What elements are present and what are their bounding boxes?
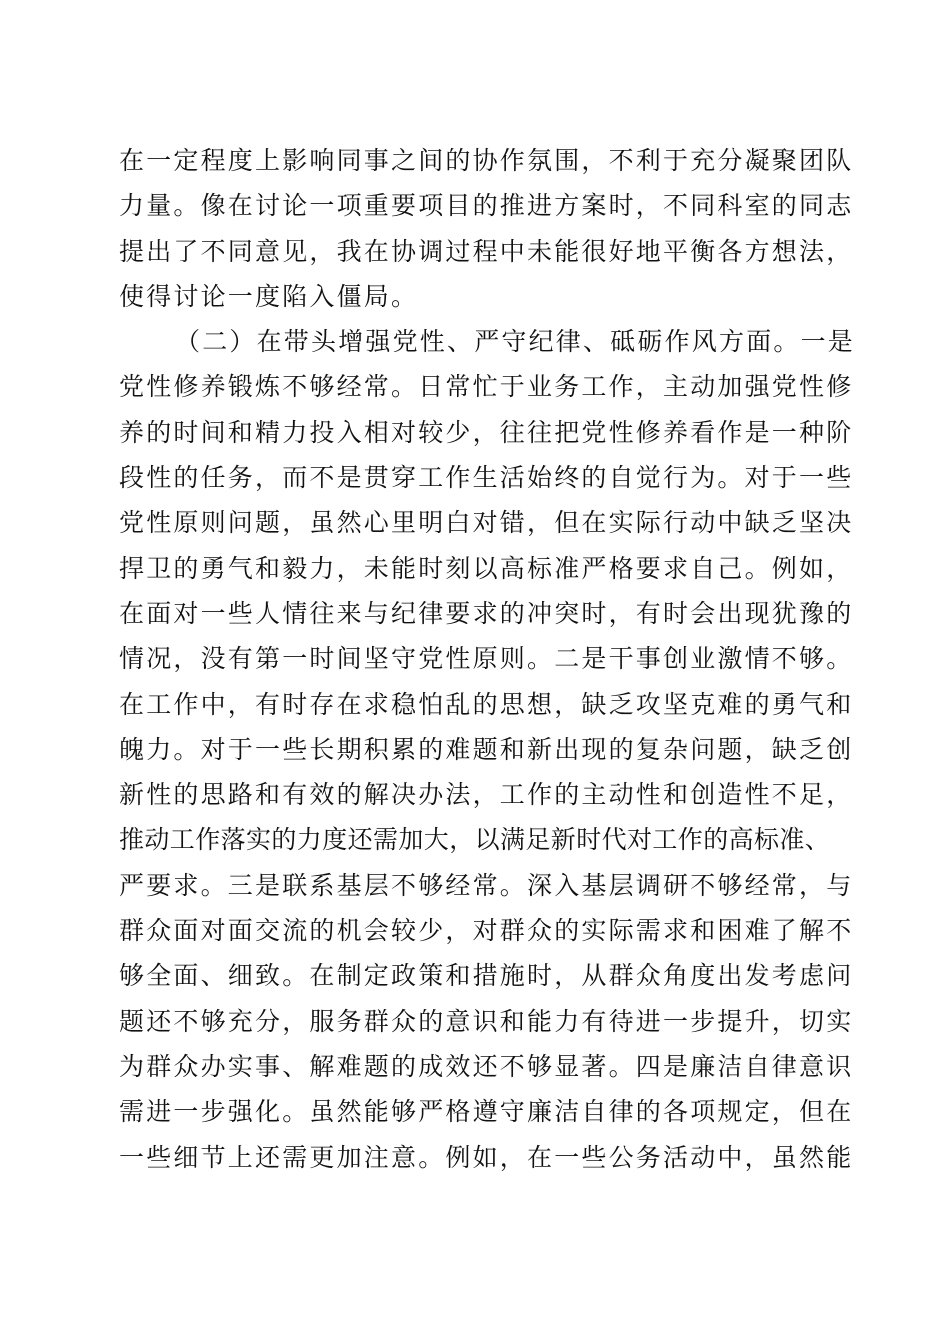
text-line: 力量。像在讨论一项重要项目的推进方案时，不同科室的同志	[119, 191, 854, 221]
text-line: 新性的思路和有效的解决办法，工作的主动性和创造性不足，	[119, 780, 854, 810]
body-text	[119, 138, 856, 1180]
text-line: 在工作中，有时存在求稳怕乱的思想，缺乏攻坚克难的勇气和	[119, 689, 854, 719]
text-line: 使得讨论一度陷入僵局。	[119, 281, 419, 311]
text-line: 为群众办实事、解难题的成效还不够显著。四是廉洁自律意识	[119, 1051, 854, 1081]
text-line: 够全面、细致。在制定政策和措施时，从群众角度出发考虑问	[119, 961, 854, 991]
text-line: 提出了不同意见，我在协调过程中未能很好地平衡各方想法，	[119, 236, 854, 266]
text-line: 党性修养锻炼不够经常。日常忙于业务工作，主动加强党性修	[119, 372, 854, 402]
text-line: 情况，没有第一时间坚守党性原则。二是干事创业激情不够。	[119, 644, 854, 674]
text-line: 养的时间和精力投入相对较少，往往把党性修养看作是一种阶	[119, 417, 854, 447]
text-line: 在面对一些人情往来与纪律要求的冲突时，有时会出现犹豫的	[119, 598, 854, 628]
text-line: 需进一步强化。虽然能够严格遵守廉洁自律的各项规定，但在	[119, 1097, 854, 1127]
text-line: 段性的任务，而不是贯穿工作生活始终的自觉行为。对于一些	[119, 463, 854, 493]
text-line: 群众面对面交流的机会较少，对群众的实际需求和困难了解不	[119, 916, 854, 946]
text-line: 题还不够充分，服务群众的意识和能力有待进一步提升，切实	[119, 1006, 854, 1036]
text-line: 在一定程度上影响同事之间的协作氛围，不利于充分凝聚团队	[119, 146, 854, 175]
section-heading-line: （二）在带头增强党性、严守纪律、砥砺作风方面。一是	[175, 327, 856, 357]
text-line: 捍卫的勇气和毅力，未能时刻以高标准严格要求自己。例如，	[119, 553, 854, 583]
text-line: 党性原则问题，虽然心里明白对错，但在实际行动中缺乏坚决	[119, 508, 854, 538]
text-line: 魄力。对于一些长期积累的难题和新出现的复杂问题，缺乏创	[119, 734, 854, 764]
text-line: 一些细节上还需更加注意。例如，在一些公务活动中，虽然能	[119, 1142, 854, 1172]
text-line: 严要求。三是联系基层不够经常。深入基层调研不够经常，与	[119, 870, 854, 900]
text-line: 推动工作落实的力度还需加大，以满足新时代对工作的高标准、	[119, 825, 831, 855]
